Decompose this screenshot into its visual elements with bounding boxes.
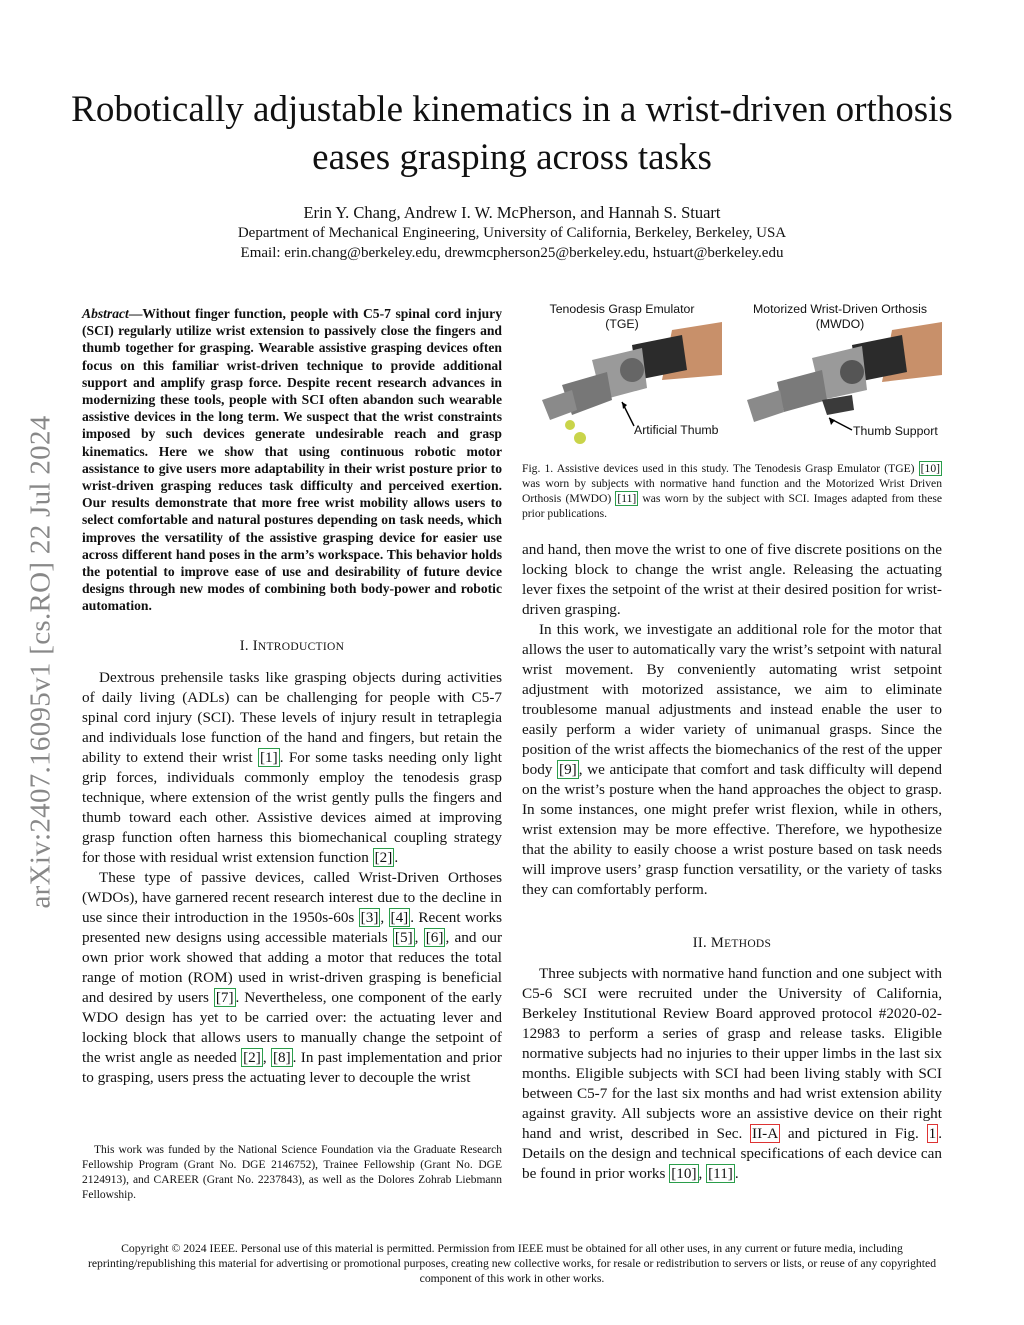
- figure-caption: Fig. 1. Assistive devices used in this study. The Tenodesis Grasp Emulator (TGE) [10] was worn by subjects with normative hand function and the Motorized Wrist Driven Orthosis (MWDO) [11] was worn by the subject with SCI. Images adapted from these prior publications.: [522, 462, 943, 520]
- citation-link[interactable]: [10]: [671, 1165, 697, 1182]
- email-line: Email: erin.chang@berkeley.edu, drewmcpherson25@berkeley.edu, hstuart@berkeley.edu: [240, 245, 784, 261]
- methods-body: [522, 964, 942, 1184]
- citation-link[interactable]: [9]: [559, 761, 577, 778]
- abstract-text: —Without finger function, people with C5-7 spinal cord injury (SCI) regularly utilize wrist extension to passively close the fingers and thumb together for grasping. Wearable assistive grasping devices often focus on this familiar wrist-driven technique to provide additional support and amplify grasp force. Despite recent research advances in modernizing these tools, people with SCI often abandon such wearable assistive devices in the long term. We suspect that the wrist constraints imposed by such devices generate undesirable reach and grasp kinematics. Here we show that using continuous robotic motor assistance to give users more adaptability in their wrist posture prior to wrist-driven grasping reduces task difficulty and perceived exertion. Our results demonstrate that more free wrist mobility allows users to select comfortable and natural postures depending on task needs, which improves the versatility of the assistive grasping device for easier use across different hand poses in the arm’s workspace. This behavior holds the potential to improve ease of use and desirability of future device designs through new modes of combining both body-power and robotic automation.: [82, 306, 502, 614]
- copyright-notice: Copyright © 2024 IEEE. Personal use of this material is permitted. Permission from IEEE must be obtained for all other uses, in any current or future media, including reprinting/republishing this material for advertising or promotional purposes, creating new collective works, for resale or redistribution to servers or lists, or reuse of any copyrighted component of this work in other works.: [87, 1242, 937, 1285]
- paper-title: Robotically adjustable kinematics in a wrist-driven orthosis eases grasping across tasks: [71, 89, 953, 178]
- arxiv-identifier: arXiv:2407.16095v1 [cs.RO] 22 Jul 2024: [24, 415, 57, 909]
- affiliation: Department of Mechanical Engineering, University of California, Berkeley, Berkeley, USA: [237, 225, 787, 241]
- citation-link[interactable]: [3]: [360, 909, 379, 926]
- intro-paragraph-1: Dextrous prehensile tasks like grasping objects during activities of daily living (ADLs) can be challenging for people with C5-7 spinal cord injury (SCI). These levels of injury result in tetraplegia and individuals lose function of the hand and fingers, but retain the ability to extend their wrist [1] . For some tasks needing only light grip forces, individuals commonly employ the tenodesis grasp technique, where extension of the wrist gently pulls the fingers and thumb toward each other. Assistive devices aimed at improving grasp function often harness this biomechanical coupling strategy for those with residual wrist extension function [2] .: [82, 669, 502, 866]
- citation-link[interactable]: [2]: [374, 849, 393, 866]
- funding-footnote: This work was funded by the National Science Foundation via the Graduate Research Fellowship Program (Grant No. DGE 2146752), Trainee Fellowship (Grant No. DGE 2124913), and CAREER (Grant No. 2237843), as well as the Dolores Zohrab Liebmann Fellowship.: [82, 1144, 502, 1201]
- citation-link[interactable]: [11]: [617, 492, 637, 505]
- mwdo-title: Motorized Wrist-Driven Orthosis (MWDO): [752, 302, 927, 331]
- citation-link[interactable]: [4]: [390, 909, 409, 926]
- section-heading-methods: II. METHODS: [692, 935, 772, 951]
- citation-link[interactable]: [6]: [425, 929, 444, 946]
- citation-link[interactable]: [8]: [272, 1049, 291, 1066]
- intro-body: [82, 668, 502, 1088]
- mwdo-device-image: [747, 322, 942, 430]
- abstract-label: Abstract: [82, 306, 129, 321]
- citation-link[interactable]: [11]: [708, 1165, 733, 1182]
- figure-1: [522, 300, 942, 450]
- continued-paragraph: and hand, then move the wrist to one of five discrete positions on the locking block to change the wrist angle. Releasing the actuating lever fixes the setpoint of the wrist at their desired position for wrist-driven grasping.: [522, 541, 942, 618]
- label-thumb-support: Thumb Support: [853, 424, 938, 438]
- citation-link[interactable]: [1]: [260, 749, 278, 766]
- citation-link[interactable]: [2]: [243, 1049, 261, 1066]
- section-heading-introduction: I. INTRODUCTION: [239, 638, 345, 654]
- abstract: [82, 305, 502, 615]
- citation-link[interactable]: [10]: [920, 462, 940, 475]
- tge-title: Tenodesis Grasp Emulator (TGE): [549, 302, 695, 331]
- motivation-paragraph: In this work, we investigate an additional role for the motor that allows the user to automatically vary the wrist’s setpoint with natural wrist movement. By conveniently automating wrist setpoint adjustment with motorized assistance, we aim to eliminate troublesome manual adjustments and instead enable the user to easily perform a wider variety of unimanual grasps. Since the position of the wrist affects the biomechanics of the rest of the upper body [9] , we anticipate that comfort and task difficulty will depend on the wrist’s posture when the hand approaches the object to grasp. In some instances, one might prefer wrist flexion, while in others, wrist extension may be more effective. Therefore, we hypothesize that the ability to easily choose a wrist posture based on task needs will improve users’ grasp function versatility, or the variety of tasks they can comfortably perform.: [522, 621, 942, 898]
- section-link[interactable]: II-A: [752, 1125, 779, 1142]
- citation-link[interactable]: [7]: [215, 989, 234, 1006]
- label-artificial-thumb: Artificial Thumb: [634, 423, 719, 437]
- figure-link[interactable]: 1: [928, 1125, 937, 1142]
- citation-link[interactable]: [5]: [394, 929, 413, 946]
- methods-paragraph-1: Three subjects with normative hand function and one subject with C5-6 SCI were recruited under the University of California, Berkeley Institutional Review Board approved protocol #2020-02-12983 to perform a series of grasp and release tasks. Eligible normative subjects had no injuries to their upper limbs in the last six months. Eligible subjects with SCI had been living stably with SCI between C5-7 for the last six months and had wrist extension ability against gravity. All subjects wore an assistive device on their right hand and wrist, described in Sec. II-A and pictured in Fig. 1 . Details on the design and technical specifications of each device can be found in prior works [10] , [11] .: [522, 965, 942, 1182]
- intro-paragraph-2: These type of passive devices, called Wrist-Driven Orthoses (WDOs), have garnered recent research interest due to the decline in use since their introduction in the 1950s-60s [3] , [4] . Recent works presented new designs using accessible materials [5] , [6] , and our own prior work showed that adding a motor that reduces the total range of motion (ROM) used in wrist-driven grasping is beneficial and desired by users [7] . Nevertheless, one component of the early WDO design has yet to be carried over: the actuating lever and locking block that allows users to manually change the setpoint of the wrist angle as needed [2] , [8] . In past implementation and prior to grasping, users press the actuating lever to decouple the wrist: [82, 869, 503, 1086]
- right-column-body: [522, 540, 942, 900]
- authors: Erin Y. Chang, Andrew I. W. McPherson, and Hannah S. Stuart: [303, 203, 721, 222]
